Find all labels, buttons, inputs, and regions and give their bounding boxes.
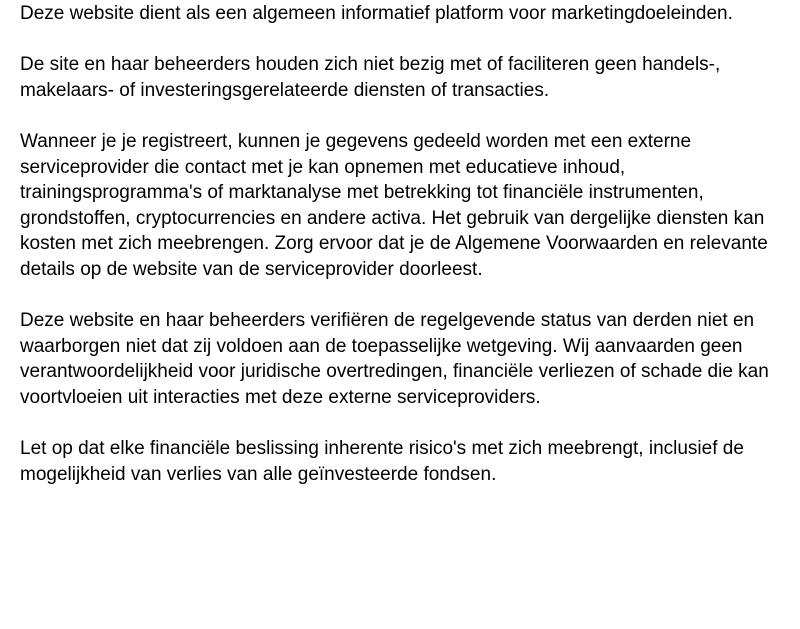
disclaimer-paragraph-registration: Wanneer je je registreert, kunnen je gegevens gedeeld worden met een externe serviceprovider die contact met je kan opnemen met educatieve inhoud, trainingsprogramma's of marktanalyse met betrekking tot financiële instrumenten, grondstoffen, cryptocurrencies en andere activa. Het gebruik van dergelijke diensten kan kosten met zich meebrengen. Zorg ervoor dat je de Algemene Voorwaarden en relevante details op de website van de serviceprovider doorleest.: [20, 130, 768, 280]
disclaimer-paragraph-no-services: De site en haar beheerders houden zich niet bezig met of faciliteren geen handels-, makelaars- of investeringsgerelateerde diensten of transacties.: [20, 54, 721, 101]
disclaimer-paragraph-liability: Deze website en haar beheerders verifiëren de regelgevende status van derden niet en waarborgen niet dat zij voldoen aan de toepasselijke wetgeving. Wij aanvaarden geen verantwoordelijkheid voor juridische overtredingen, financiële verliezen of schade die kan voortvloeien uit interacties met deze externe serviceproviders.: [20, 310, 769, 408]
disclaimer-text: [0, 1, 800, 487]
disclaimer-paragraph-platform: Deze website dient als een algemeen informatief platform voor marketingdoeleinden.: [20, 3, 733, 24]
disclaimer-paragraph-risk: Let op dat elke financiële beslissing inherente risico's met zich meebrengt, inclusief de mogelijkheid van verlies van alle geïnvesteerde fondsen.: [20, 438, 744, 485]
